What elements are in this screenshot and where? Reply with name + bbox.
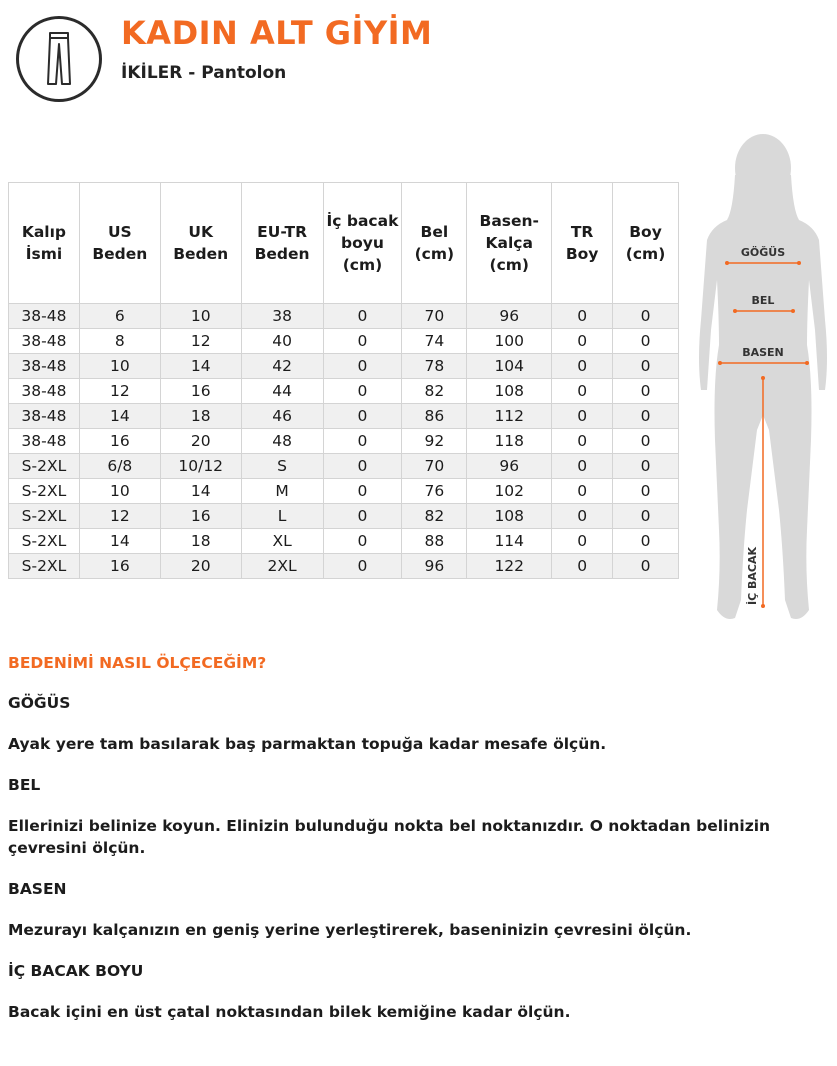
table-cell: 38-48 — [9, 304, 80, 329]
table-cell: 0 — [613, 404, 679, 429]
table-cell: 104 — [467, 354, 552, 379]
table-cell: 0 — [552, 554, 613, 579]
table-cell: 10 — [79, 354, 160, 379]
table-cell: 16 — [79, 429, 160, 454]
table-cell: 16 — [160, 504, 241, 529]
column-header: TR Boy — [552, 183, 613, 304]
table-cell: 38-48 — [9, 429, 80, 454]
table-cell: 0 — [613, 304, 679, 329]
inseam-label: İÇ BACAK — [746, 546, 759, 605]
table-cell: 16 — [160, 379, 241, 404]
table-cell: 0 — [613, 429, 679, 454]
table-cell: 112 — [467, 404, 552, 429]
table-row — [9, 304, 679, 329]
pants-icon — [16, 16, 102, 102]
guide-section-body: Bacak içini en üst çatal noktasından bilek kemiğine kadar ölçün. — [8, 1003, 571, 1021]
table-cell: 12 — [79, 379, 160, 404]
table-cell: 96 — [467, 304, 552, 329]
table-cell: 6/8 — [79, 454, 160, 479]
table-cell: 46 — [241, 404, 323, 429]
table-cell: 76 — [402, 479, 467, 504]
table-header-row — [9, 183, 679, 304]
guide-section-title: İÇ BACAK BOYU — [8, 962, 144, 980]
table-cell: 38-48 — [9, 329, 80, 354]
column-header: İç bacak boyu (cm) — [323, 183, 402, 304]
table-cell: 0 — [613, 479, 679, 504]
table-cell: S — [241, 454, 323, 479]
guide-section-body: Ayak yere tam basılarak baş parmaktan topuğa kadar mesafe ölçün. — [8, 735, 607, 753]
table-cell: 0 — [323, 379, 402, 404]
table-cell: L — [241, 504, 323, 529]
table-cell: 92 — [402, 429, 467, 454]
table-cell: 0 — [323, 304, 402, 329]
table-cell: 102 — [467, 479, 552, 504]
column-header: UK Beden — [160, 183, 241, 304]
table-cell: 38-48 — [9, 354, 80, 379]
table-cell: 96 — [467, 454, 552, 479]
table-row — [9, 554, 679, 579]
table-cell: 0 — [323, 554, 402, 579]
table-cell: 82 — [402, 504, 467, 529]
guide-section-title: GÖĞÜS — [8, 694, 71, 712]
table-cell: 40 — [241, 329, 323, 354]
table-cell: S-2XL — [9, 529, 80, 554]
table-row — [9, 454, 679, 479]
table-row — [9, 479, 679, 504]
column-header: US Beden — [79, 183, 160, 304]
table-cell: 88 — [402, 529, 467, 554]
table-row — [9, 429, 679, 454]
guide-section-title: BEL — [8, 776, 41, 794]
table-cell: 114 — [467, 529, 552, 554]
table-cell: S-2XL — [9, 504, 80, 529]
table-cell: 0 — [323, 404, 402, 429]
table-cell: 20 — [160, 429, 241, 454]
table-cell: 96 — [402, 554, 467, 579]
table-cell: 6 — [79, 304, 160, 329]
table-cell: M — [241, 479, 323, 504]
guide-title: BEDENİMİ NASIL ÖLÇECEĞİM? — [8, 654, 267, 672]
table-cell: XL — [241, 529, 323, 554]
table-cell: 14 — [160, 479, 241, 504]
table-cell: 20 — [160, 554, 241, 579]
table-cell: 82 — [402, 379, 467, 404]
column-header: Kalıp İsmi — [9, 183, 80, 304]
table-cell: 74 — [402, 329, 467, 354]
table-cell: 0 — [552, 379, 613, 404]
table-cell: 0 — [613, 329, 679, 354]
table-cell: 0 — [323, 329, 402, 354]
table-cell: 2XL — [241, 554, 323, 579]
table-cell: 48 — [241, 429, 323, 454]
table-row — [9, 404, 679, 429]
table-row — [9, 529, 679, 554]
table-cell: 14 — [79, 529, 160, 554]
table-cell: 10/12 — [160, 454, 241, 479]
table-cell: 38 — [241, 304, 323, 329]
guide-section-body: Ellerinizi belinize koyun. Elinizin bulunduğu nokta bel noktanızdır. O noktadan belinizin çevresini ölçün. — [8, 817, 771, 857]
table-cell: 0 — [552, 404, 613, 429]
table-cell: 0 — [613, 529, 679, 554]
table-cell: 0 — [323, 529, 402, 554]
waist-label: BEL — [751, 294, 775, 307]
table-cell: S-2XL — [9, 554, 80, 579]
table-cell: 38-48 — [9, 404, 80, 429]
table-cell: 0 — [613, 354, 679, 379]
table-cell: S-2XL — [9, 479, 80, 504]
table-cell: 0 — [323, 454, 402, 479]
table-cell: 0 — [552, 529, 613, 554]
table-cell: 0 — [552, 304, 613, 329]
size-table — [8, 182, 679, 579]
chest-label: GÖĞÜS — [740, 246, 786, 259]
guide-section-body: Mezurayı kalçanızın en geniş yerine yerleştirerek, baseninizin çevresini ölçün. — [8, 921, 692, 939]
table-row — [9, 504, 679, 529]
table-cell: 16 — [79, 554, 160, 579]
table-cell: 12 — [79, 504, 160, 529]
table-cell: 0 — [552, 329, 613, 354]
table-row — [9, 354, 679, 379]
table-cell: 10 — [79, 479, 160, 504]
guide-sections — [8, 694, 828, 1023]
table-cell: 38-48 — [9, 379, 80, 404]
table-cell: 0 — [552, 429, 613, 454]
table-cell: 0 — [613, 454, 679, 479]
table-cell: S-2XL — [9, 454, 80, 479]
page-subtitle: İKİLER - Pantolon — [121, 63, 287, 83]
table-cell: 118 — [467, 429, 552, 454]
table-cell: 10 — [160, 304, 241, 329]
table-cell: 14 — [160, 354, 241, 379]
column-header: Bel (cm) — [402, 183, 467, 304]
table-cell: 70 — [402, 304, 467, 329]
column-header: Boy (cm) — [613, 183, 679, 304]
table-cell: 0 — [323, 504, 402, 529]
table-cell: 0 — [552, 354, 613, 379]
table-cell: 18 — [160, 404, 241, 429]
measurement-guide — [8, 654, 828, 1044]
table-cell: 0 — [323, 479, 402, 504]
table-cell: 122 — [467, 554, 552, 579]
table-cell: 0 — [613, 554, 679, 579]
table-cell: 44 — [241, 379, 323, 404]
table-cell: 108 — [467, 504, 552, 529]
hip-label: BASEN — [742, 346, 784, 359]
table-cell: 0 — [552, 504, 613, 529]
table-cell: 0 — [552, 479, 613, 504]
table-cell: 12 — [160, 329, 241, 354]
table-cell: 8 — [79, 329, 160, 354]
table-cell: 0 — [552, 454, 613, 479]
guide-section-title: BASEN — [8, 880, 67, 898]
table-row — [9, 379, 679, 404]
table-cell: 0 — [613, 504, 679, 529]
body-measurement-figure — [697, 130, 837, 630]
table-cell: 18 — [160, 529, 241, 554]
column-header: EU-TR Beden — [241, 183, 323, 304]
silhouette-illustration — [697, 130, 837, 630]
column-header: Basen-Kalça (cm) — [467, 183, 552, 304]
table-cell: 70 — [402, 454, 467, 479]
table-cell: 0 — [323, 429, 402, 454]
table-cell: 14 — [79, 404, 160, 429]
table-cell: 78 — [402, 354, 467, 379]
table-row — [9, 329, 679, 354]
table-cell: 100 — [467, 329, 552, 354]
table-cell: 86 — [402, 404, 467, 429]
page-title: KADIN ALT GİYİM — [121, 14, 433, 52]
table-body — [9, 304, 679, 579]
table-cell: 108 — [467, 379, 552, 404]
table-cell: 42 — [241, 354, 323, 379]
table-cell: 0 — [323, 354, 402, 379]
table-cell: 0 — [613, 379, 679, 404]
